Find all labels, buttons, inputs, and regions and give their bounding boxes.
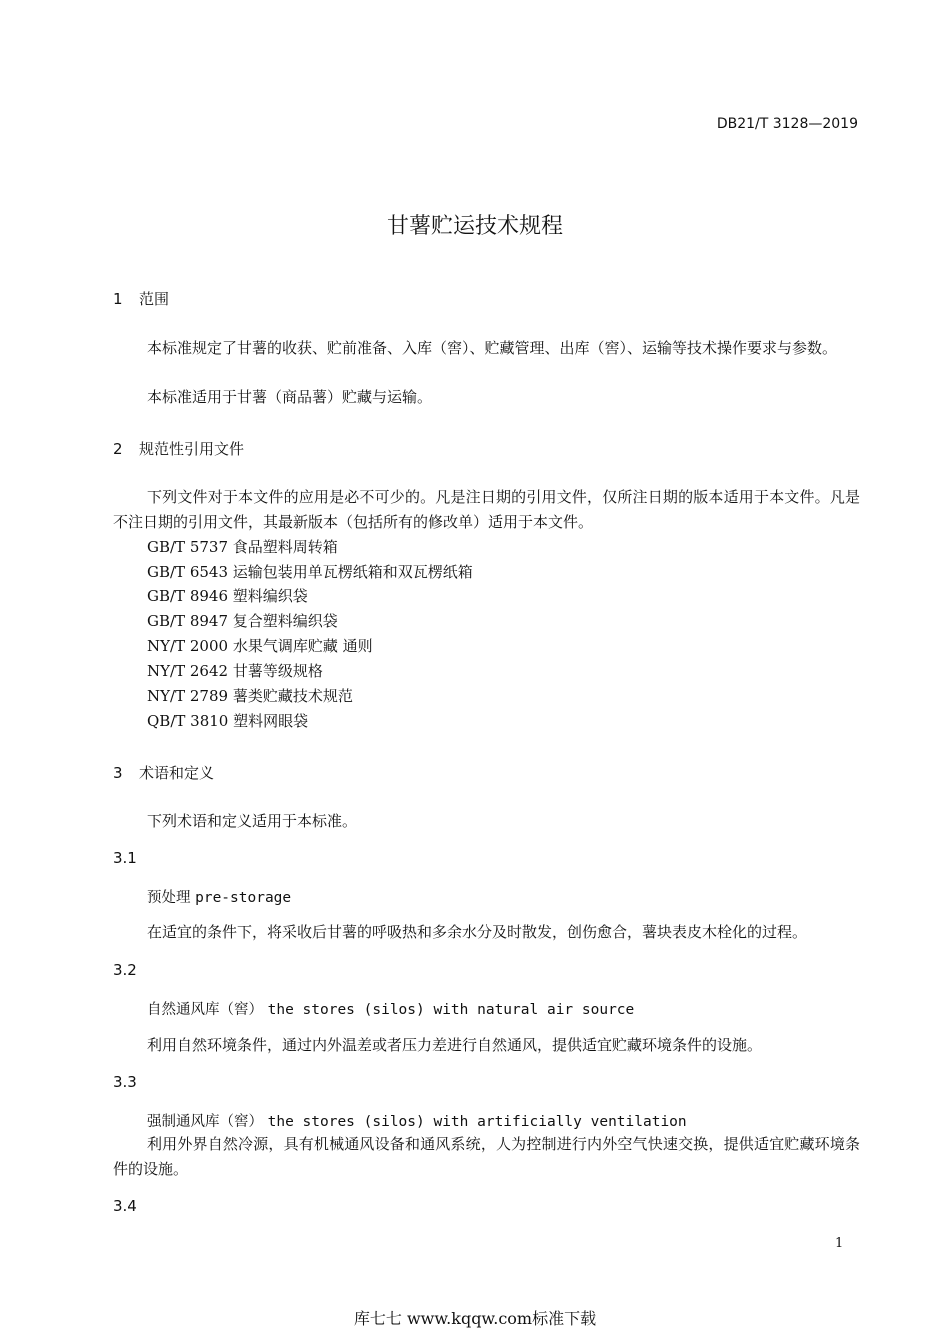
- section-3-paragraph-1: 下列术语和定义适用于本标准。: [147, 812, 358, 830]
- term-name-zh: 预处理: [147, 890, 191, 906]
- section-title: 范围: [139, 290, 170, 308]
- term-name: [147, 1110, 687, 1131]
- term-name: [147, 886, 291, 907]
- reference-title: 食品塑料周转箱: [232, 538, 338, 556]
- reference-item: [147, 560, 473, 585]
- section-3-heading: [113, 762, 214, 783]
- reference-title: 甘薯等级规格: [232, 662, 323, 680]
- reference-title: 塑料网眼袋: [233, 712, 309, 730]
- term-number: 3.2: [113, 961, 137, 979]
- reference-item: [147, 609, 338, 634]
- section-number: 3: [113, 764, 123, 782]
- section-2-heading: [113, 438, 244, 459]
- term-name-en: the stores (silos) with artificially ventilation: [267, 1114, 687, 1130]
- reference-title: 复合塑料编织袋: [232, 612, 338, 630]
- term-definition: 利用自然环境条件，通过内外温差或者压力差进行自然通风，提供适宜贮藏环境条件的设施。: [147, 1036, 763, 1054]
- term-definition: 利用外界自然冷源，具有机械通风设备和通风系统，人为控制进行内外空气快速交换，提供适宜贮藏环境条件的设施。: [113, 1135, 860, 1178]
- reference-title: 水果气调库贮藏 通则: [232, 637, 373, 655]
- section-2-paragraph-1: 下列文件对于本文件的应用是必不可少的。凡是注日期的引用文件，仅所注日期的版本适用于本文件。凡是不注日期的引用文件，其最新版本（包括所有的修改单）适用于本文件。: [113, 488, 860, 531]
- term-name-en: pre-storage: [195, 890, 292, 906]
- reference-item: [147, 709, 308, 734]
- section-1-paragraph-2: 本标准适用于甘薯（商品薯）贮藏与运输。: [147, 388, 433, 406]
- reference-title: 塑料编织袋: [232, 587, 308, 605]
- reference-code: NY/T 2789: [147, 687, 229, 705]
- term-name-zh: 自然通风库（窖）: [147, 1002, 263, 1018]
- term-number: 3.1: [113, 849, 137, 867]
- section-1-heading: [113, 288, 169, 309]
- term-name-en: the stores (silos) with natural air source: [267, 1002, 635, 1018]
- reference-code: GB/T 8946: [147, 587, 229, 605]
- term-definition: 在适宜的条件下，将采收后甘薯的呼吸热和多余水分及时散发，创伤愈合，薯块表皮木栓化的过程。: [147, 923, 808, 941]
- term-number: 3.3: [113, 1073, 137, 1091]
- reference-title: 运输包装用单瓦楞纸箱和双瓦楞纸箱: [232, 563, 473, 581]
- section-1-paragraph-1: 本标准规定了甘薯的收获、贮前准备、入库（窖）、贮藏管理、出库（窖）、运输等技术操作要求与参数。: [147, 339, 838, 357]
- reference-code: QB/T 3810: [147, 712, 229, 730]
- reference-item: [147, 584, 308, 609]
- reference-code: GB/T 5737: [147, 538, 229, 556]
- reference-code: GB/T 8947: [147, 612, 229, 630]
- section-number: 2: [113, 440, 123, 458]
- term-number: 3.4: [113, 1197, 137, 1215]
- section-title: 规范性引用文件: [139, 440, 245, 458]
- reference-item: [147, 659, 323, 684]
- reference-code: NY/T 2000: [147, 637, 229, 655]
- section-number: 1: [113, 290, 123, 308]
- section-title: 术语和定义: [139, 764, 215, 782]
- term-name-zh: 强制通风库（窖）: [147, 1114, 263, 1130]
- reference-item: [147, 684, 353, 709]
- footer-watermark: 库七七 www.kqqw.com标准下载: [353, 1309, 597, 1328]
- page-number: 1: [835, 1236, 844, 1251]
- document-code: DB21/T 3128—2019: [716, 116, 858, 132]
- reference-item: [147, 634, 373, 659]
- reference-item: [147, 535, 338, 560]
- reference-code: GB/T 6543: [147, 563, 229, 581]
- reference-title: 薯类贮藏技术规范: [232, 687, 353, 705]
- page-title: 甘薯贮运技术规程: [386, 214, 563, 239]
- reference-code: NY/T 2642: [147, 662, 229, 680]
- term-name: [147, 998, 634, 1019]
